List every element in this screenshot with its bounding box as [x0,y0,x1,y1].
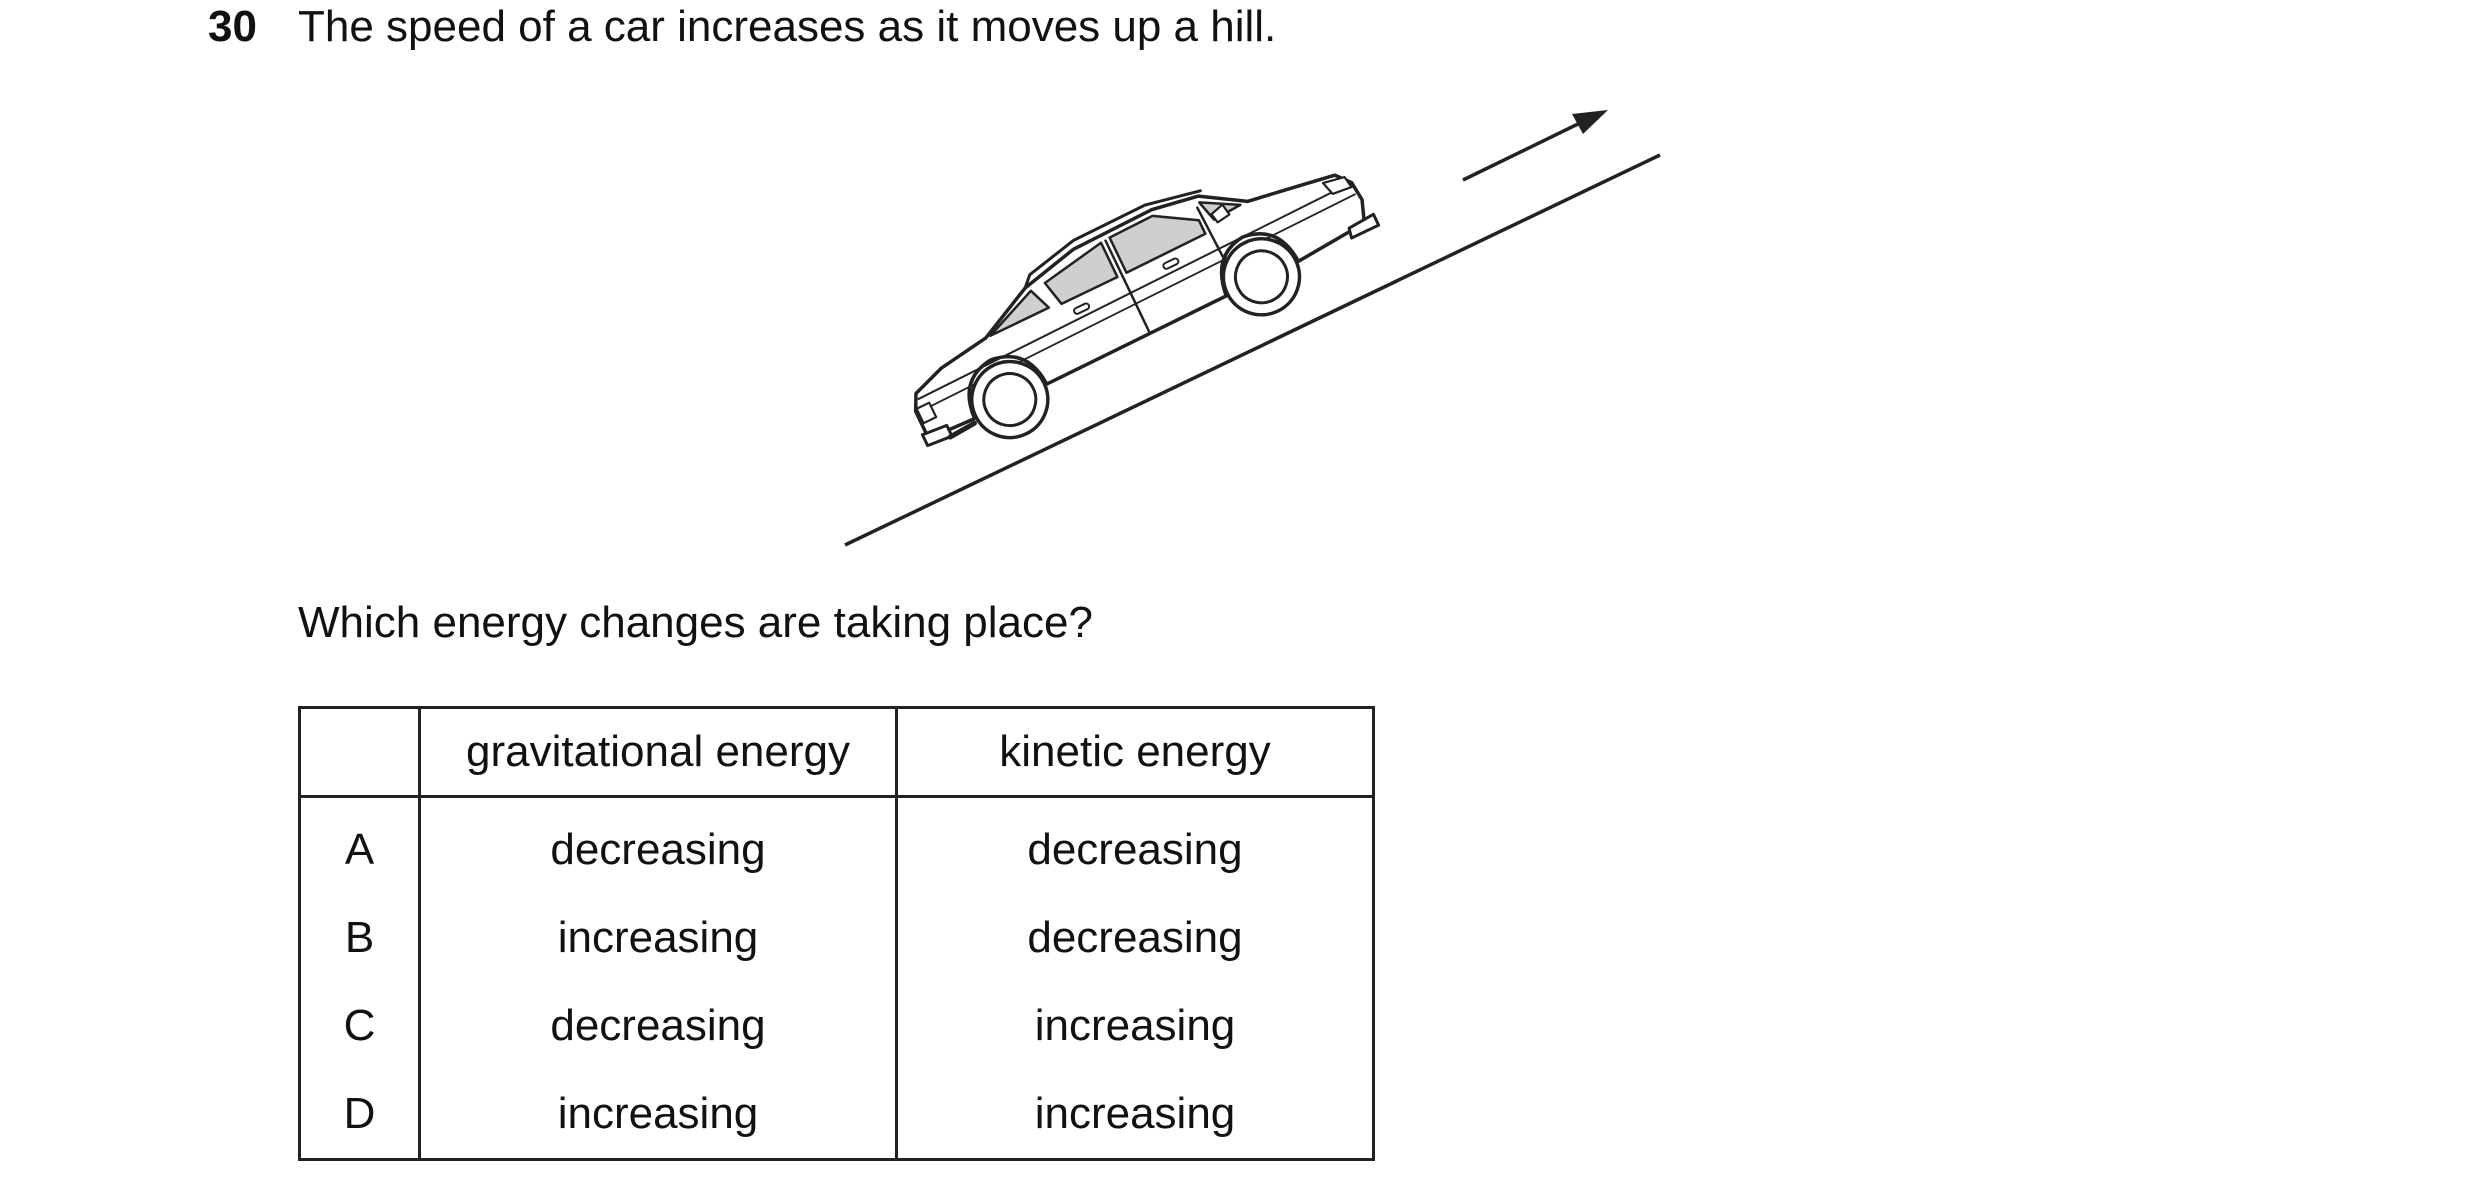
answer-options-table [298,706,1375,1161]
kinetic-value: increasing [897,982,1374,1070]
direction-arrow-icon [1463,110,1608,180]
option-letter: D [300,1070,420,1160]
table-row[interactable] [300,797,1374,895]
table-row[interactable] [300,982,1374,1070]
kinetic-value: decreasing [897,894,1374,982]
header-kinetic-energy: kinetic energy [897,708,1374,797]
question-prompt: Which energy changes are taking place? [298,598,1093,647]
gravitational-value: increasing [420,1070,897,1160]
option-letter: B [300,894,420,982]
question-text: The speed of a car increases as it moves up a hill. [298,2,1277,51]
kinetic-value: increasing [897,1070,1374,1160]
option-letter: A [300,797,420,895]
table-row[interactable] [300,894,1374,982]
gravitational-value: increasing [420,894,897,982]
header-gravitational-energy: gravitational energy [420,708,897,797]
gravitational-value: decreasing [420,797,897,895]
kinetic-value: decreasing [897,797,1374,895]
option-letter: C [300,982,420,1070]
car-icon [874,118,1394,475]
gravitational-value: decreasing [420,982,897,1070]
header-letter [300,708,420,797]
table-header-row [300,708,1374,797]
table-row[interactable] [300,1070,1374,1160]
question-number: 30 [208,2,257,51]
